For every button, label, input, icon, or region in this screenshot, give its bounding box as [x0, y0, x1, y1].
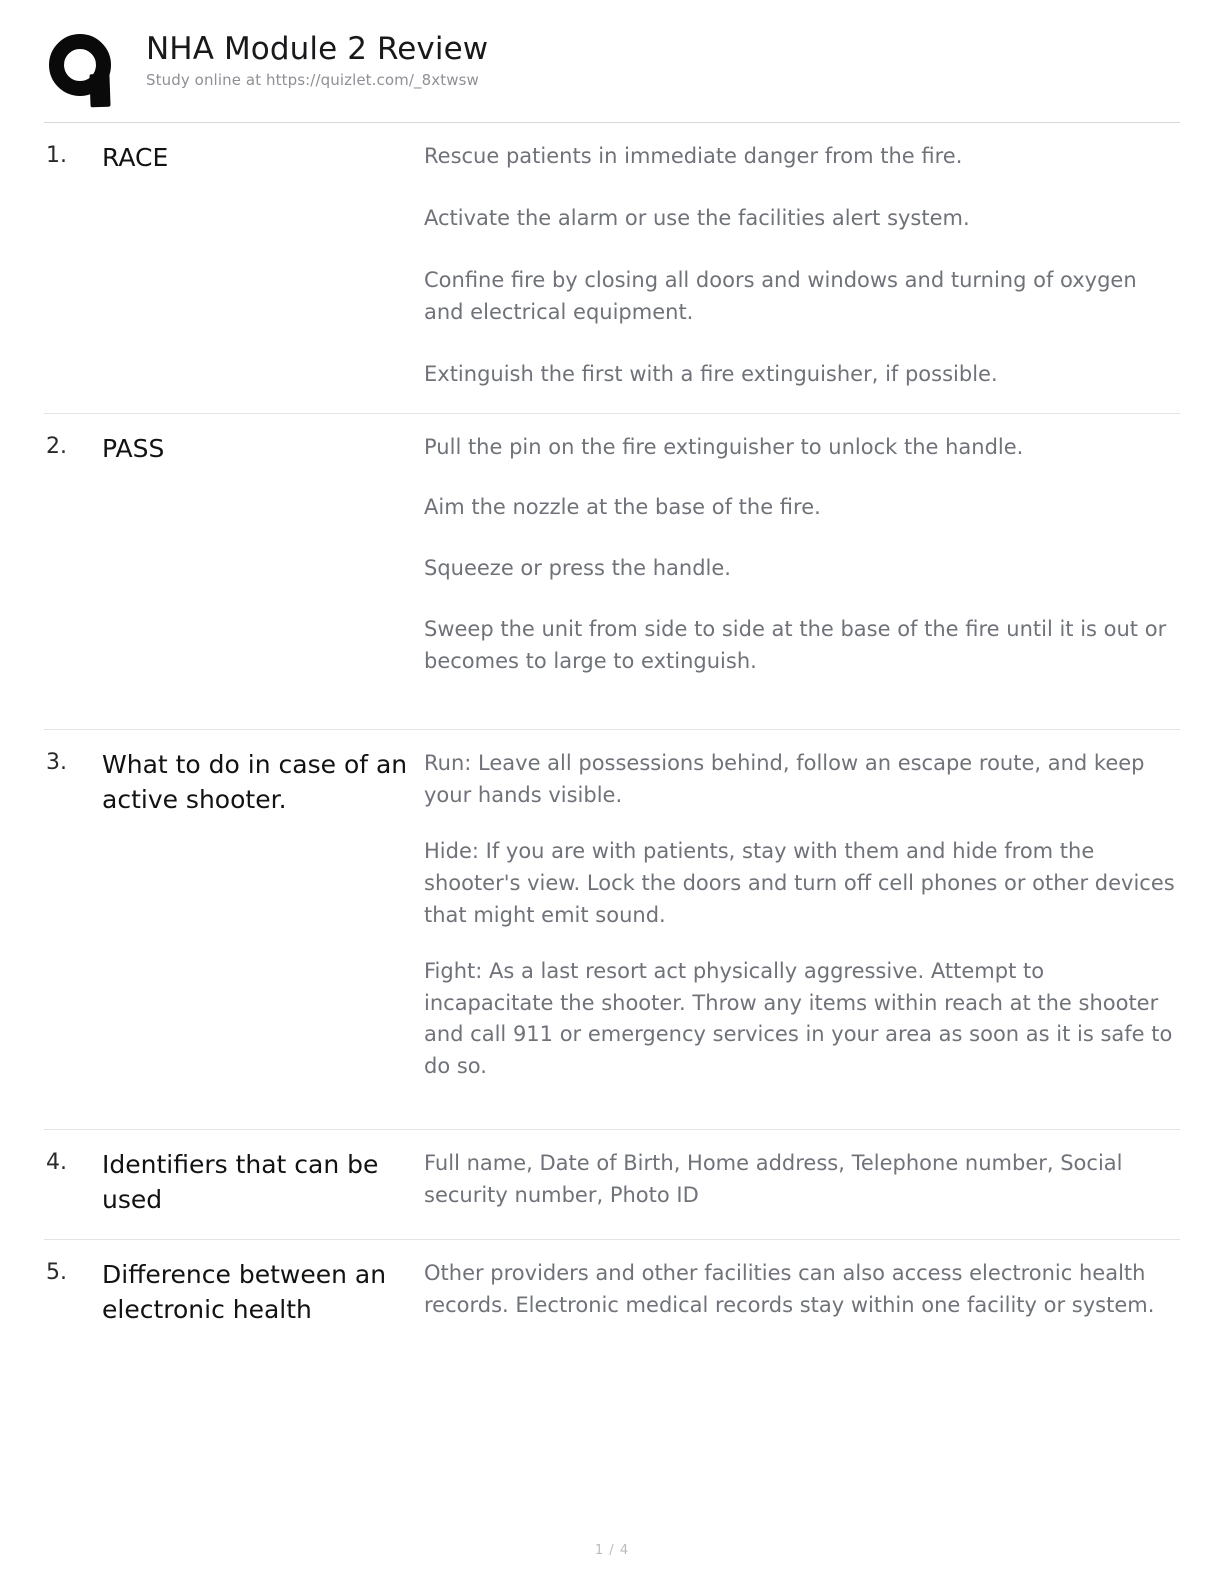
- row-term: RACE: [102, 143, 169, 172]
- table-row: [44, 729, 1180, 1129]
- page-title: NHA Module 2 Review: [146, 31, 489, 67]
- definition-paragraph: Sweep the unit from side to side at the base of the fire until it is out or becomes to large to extinguish.: [424, 617, 1167, 674]
- row-number: 4.: [46, 1150, 67, 1176]
- definition-paragraph: Hide: If you are with patients, stay with them and hide from the shooter's view. Lock the doors and turn off cell phones or other devices that might emit sound.: [424, 838, 1175, 927]
- definition-paragraph: Rescue patients in immediate danger from the fire.: [424, 144, 963, 168]
- definition-paragraph: Aim the nozzle at the base of the fire.: [424, 495, 821, 520]
- definition-paragraph: Activate the alarm or use the facilities alert system.: [424, 205, 970, 230]
- row-definition: [424, 1148, 1180, 1217]
- definition-paragraph: Fight: As a last resort act physically aggressive. Attempt to incapacitate the shooter. Throw any items within reach at the shooter and call 911 or emergency services in your area as soon as it is safe to do so.: [424, 958, 1173, 1079]
- title-block: [130, 28, 488, 89]
- definition-paragraph: Pull the pin on the fire extinguisher to unlock the handle.: [424, 434, 1024, 459]
- table-row: [44, 413, 1180, 730]
- row-number: 1.: [46, 143, 67, 168]
- definition-paragraph: Extinguish the first with a fire extinguisher, if possible.: [424, 361, 998, 386]
- table-row: [44, 1239, 1180, 1349]
- definition-paragraph: Full name, Date of Birth, Home address, Telephone number, Social security number, Photo ID: [424, 1151, 1123, 1208]
- row-term: PASS: [102, 433, 165, 463]
- row-term: Identifiers that can be used: [102, 1150, 379, 1214]
- definition-paragraph: Confine fire by closing all doors and windows and turning of oxygen and electrical equipment.: [424, 267, 1137, 324]
- row-number: 2.: [46, 433, 67, 459]
- study-link-text: Study online at https://quizlet.com/_8xtwsw: [146, 70, 479, 89]
- table-row: [44, 122, 1180, 413]
- quizlet-q-logo-icon: [46, 32, 130, 110]
- row-term: Difference between an electronic health: [102, 1260, 387, 1324]
- row-definition: [424, 1258, 1180, 1327]
- logo-tail: [89, 74, 110, 108]
- definition-paragraph: Squeeze or press the handle.: [424, 556, 731, 581]
- row-definition: [424, 748, 1180, 1107]
- table-row: [44, 1129, 1180, 1239]
- row-number: 5.: [46, 1260, 67, 1286]
- definition-paragraph: Other providers and other facilities can also access electronic health records. Electronic medical records stay within one facility or system.: [424, 1261, 1155, 1318]
- row-definition: [424, 432, 1180, 708]
- definition-paragraph: Run: Leave all possessions behind, follow an escape route, and keep your hands visible.: [424, 751, 1145, 807]
- row-number: 3.: [46, 750, 67, 776]
- term-list: [44, 122, 1180, 1349]
- page-number: 1 / 4: [594, 1543, 630, 1558]
- row-definition: [424, 141, 1180, 391]
- document-header: [44, 22, 1180, 120]
- row-term: What to do in case of an active shooter.: [102, 750, 408, 814]
